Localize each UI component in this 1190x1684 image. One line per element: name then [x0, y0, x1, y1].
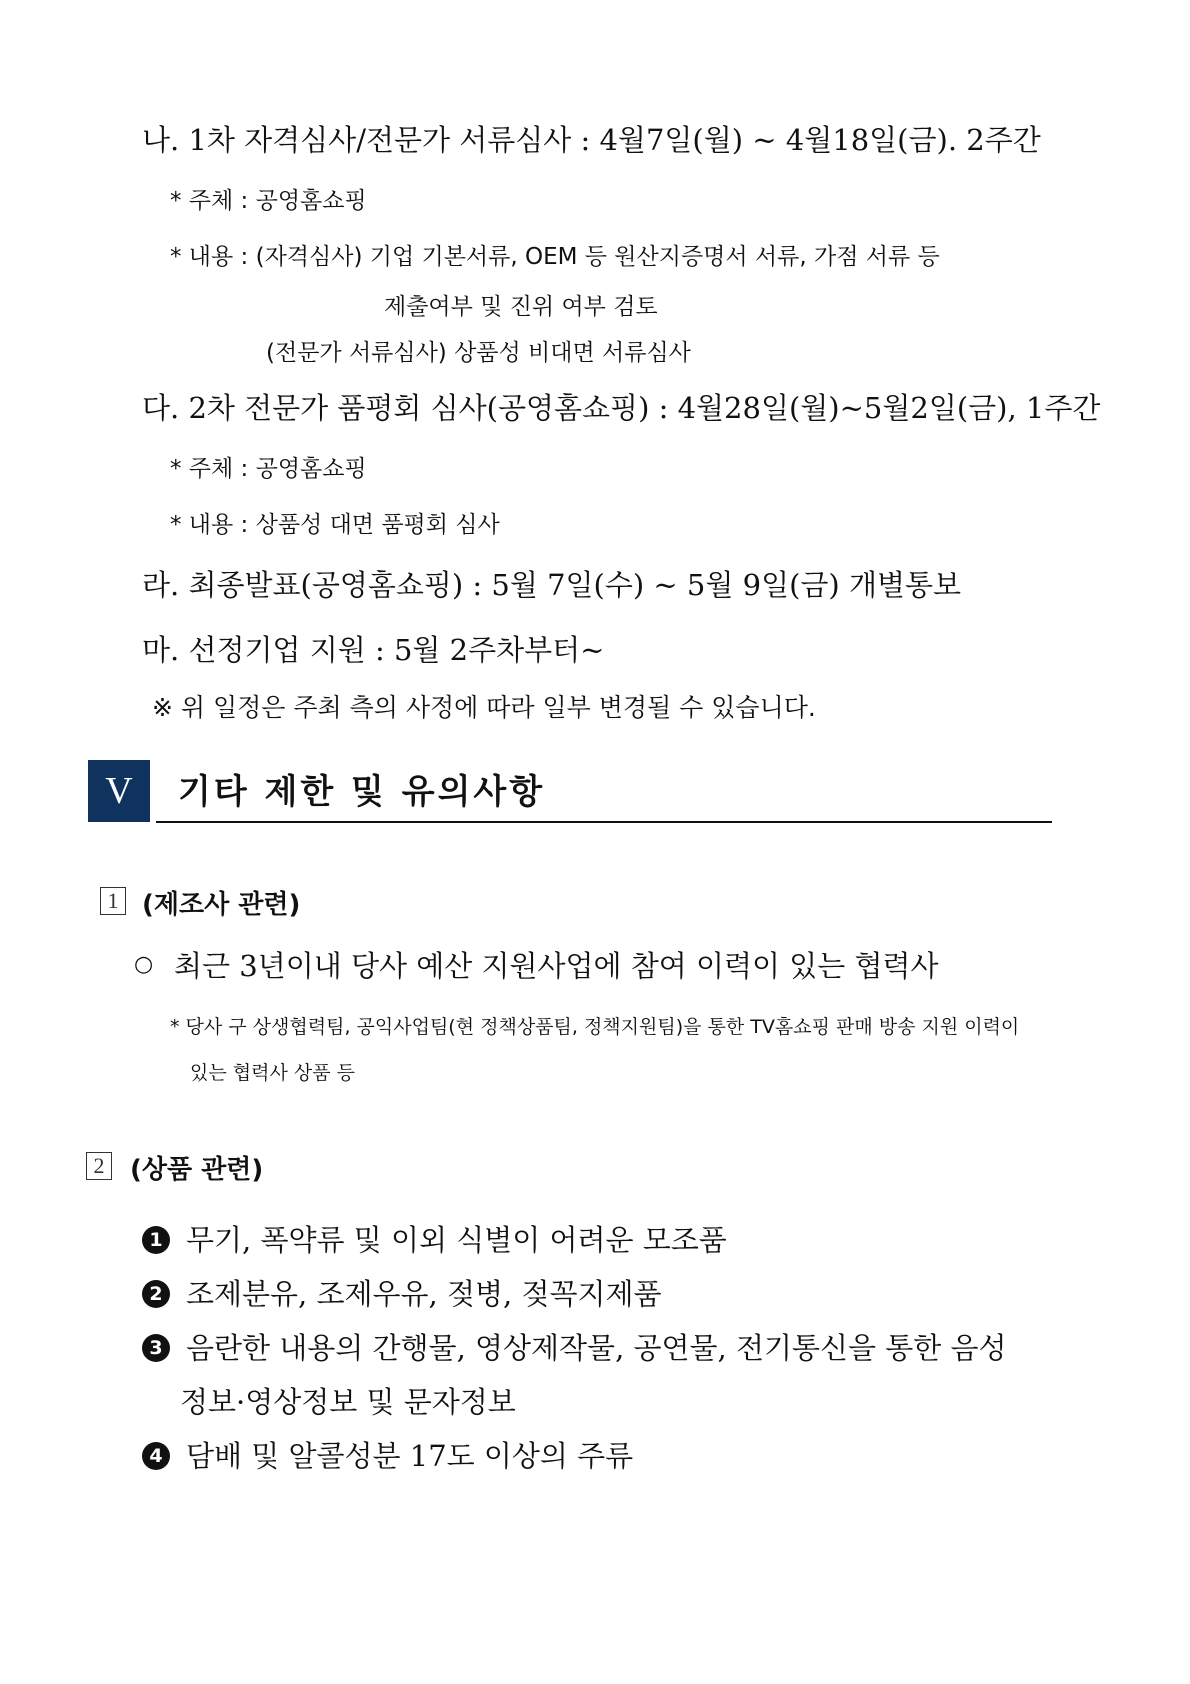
- schedule-na-subject: * 주체 : 공영홈쇼핑: [170, 188, 367, 214]
- number-circle-icon: 4: [142, 1442, 170, 1470]
- schedule-na-content-line3: (전문가 서류심사) 상품성 비대면 서류심사: [266, 340, 691, 366]
- schedule-na-content-line1: * 내용 : (자격심사) 기업 기본서류, OEM 등 원산지증명서 서류, 가점 서류 등: [170, 244, 940, 270]
- section-number-badge: V: [88, 760, 150, 822]
- schedule-item-ra: 라. 최종발표(공영홈쇼핑) : 5월 7일(수) ~ 5월 9일(금) 개별통보: [142, 568, 962, 602]
- number-circle-icon: 2: [142, 1280, 170, 1308]
- manufacturer-note-line2: 있는 협력사 상품 등: [190, 1062, 355, 1084]
- product-item-text: 무기, 폭약류 및 이외 식별이 어려운 모조품: [186, 1223, 727, 1257]
- schedule-na-content-line2: 제출여부 및 진위 여부 검토: [384, 294, 658, 320]
- subsection-heading-product: (상품 관련): [130, 1155, 264, 1185]
- product-item-continuation: 정보·영상정보 및 문자정보: [180, 1385, 516, 1419]
- manufacturer-bullet-text: 최근 3년이내 당사 예산 지원사업에 참여 이력이 있는 협력사: [174, 949, 939, 983]
- product-item-text: 음란한 내용의 간행물, 영상제작물, 공연물, 전기통신을 통한 음성: [186, 1331, 1007, 1365]
- manufacturer-note-line1: * 당사 구 상생협력팀, 공익사업팀(현 정책상품팀, 정책지원팀)을 통한 TV홈쇼핑 판매 방송 지원 이력이: [170, 1016, 1020, 1038]
- bullet-circle-icon: ○: [134, 952, 154, 977]
- schedule-item-ma: 마. 선정기업 지원 : 5월 2주차부터~: [142, 633, 605, 667]
- schedule-item-na: 나. 1차 자격심사/전문가 서류심사 : 4월7일(월) ~ 4월18일(금). 2주간: [142, 123, 1041, 157]
- section-divider: [156, 821, 1052, 823]
- schedule-da-content: * 내용 : 상품성 대면 품평회 심사: [170, 512, 500, 538]
- schedule-item-da: 다. 2차 전문가 품평회 심사(공영홈쇼핑) : 4월28일(월)~5월2일(금), 1주간: [142, 391, 1101, 425]
- subsection-number-box: 1: [100, 887, 126, 915]
- product-item-text: 담배 및 알콜성분 17도 이상의 주류: [186, 1439, 634, 1473]
- schedule-da-subject: * 주체 : 공영홈쇼핑: [170, 456, 367, 482]
- section-title: 기타 제한 및 유의사항: [178, 772, 546, 812]
- product-item-text: 조제분유, 조제우유, 젖병, 젖꼭지제품: [186, 1277, 662, 1311]
- schedule-notice: ※ 위 일정은 주최 측의 사정에 따라 일부 변경될 수 있습니다.: [152, 693, 816, 722]
- number-circle-icon: 3: [142, 1334, 170, 1362]
- subsection-number-box: 2: [86, 1152, 112, 1180]
- subsection-heading-manufacturer: (제조사 관련): [142, 890, 301, 920]
- number-circle-icon: 1: [142, 1226, 170, 1254]
